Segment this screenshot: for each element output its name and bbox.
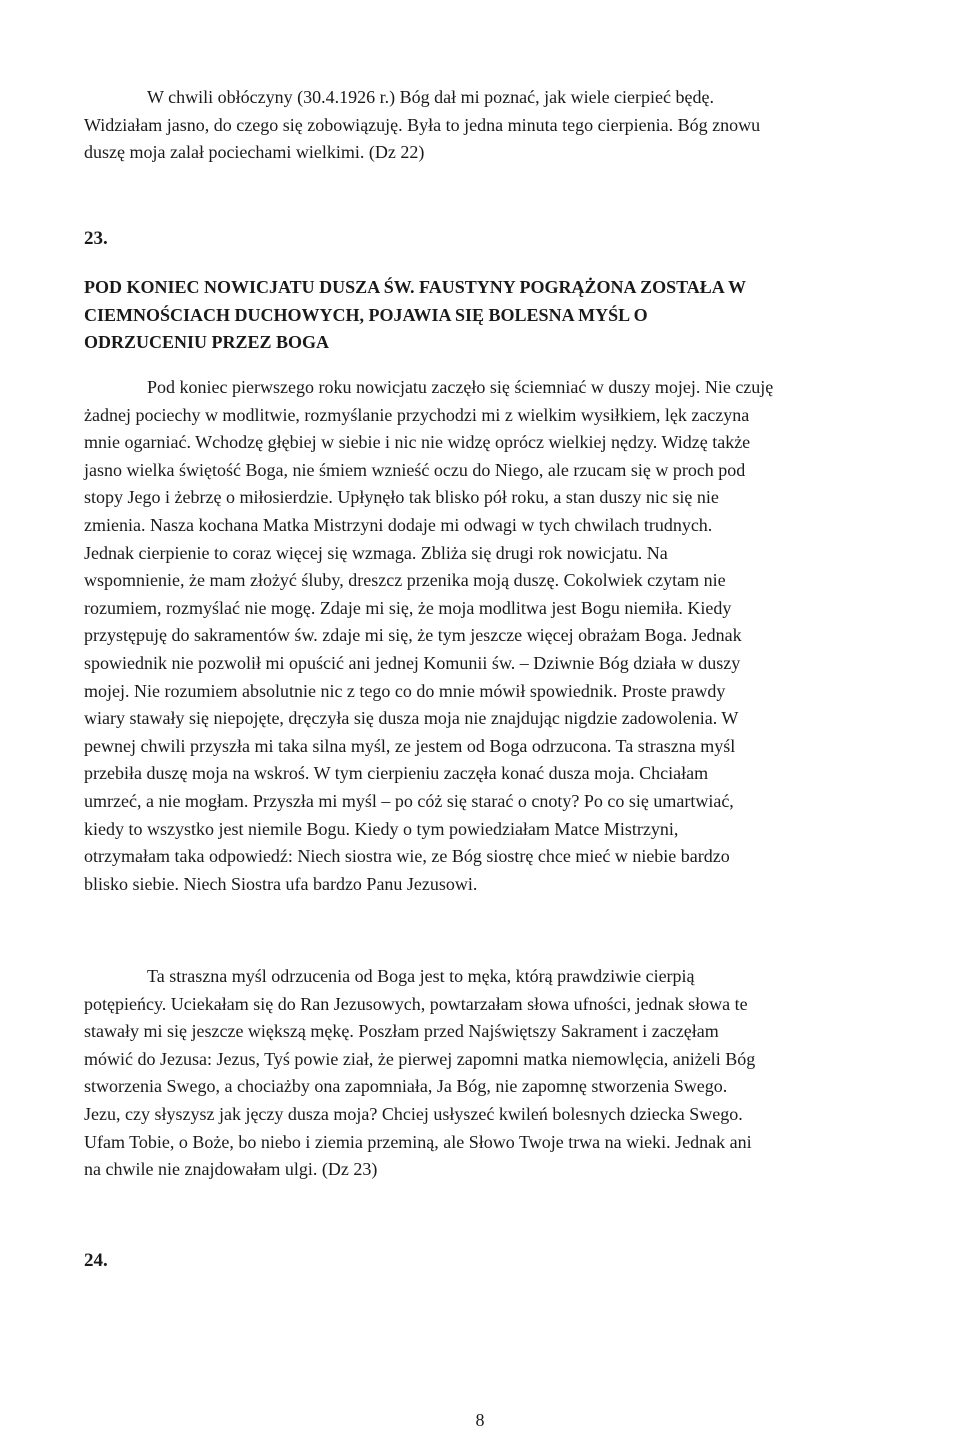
text-line: jasno wielka świętość Boga, nie śmiem wznieść oczu do Niego, ale rzucam się w proch pod bbox=[84, 459, 746, 480]
heading-line: POD KONIEC NOWICJATU DUSZA ŚW. FAUSTYNY POGRĄŻONA ZOSTAŁA W bbox=[84, 277, 746, 297]
text-line: mówić do Jezusa: Jezus, Tyś powie ział, że pierwej zapomni matka niemowlęcia, aniżeli Bóg bbox=[84, 1048, 756, 1069]
section-heading-23 bbox=[84, 274, 884, 357]
text-line: blisko siebie. Niech Siostra ufa bardzo Panu Jezusowi. bbox=[84, 873, 478, 894]
text-line: na chwile nie znajdowałam ulgi. (Dz 23) bbox=[84, 1159, 378, 1180]
text-line: umrzeć, a nie mogłam. Przyszła mi myśl – po cóż się starać o cnoty? Po co się umartwiać, bbox=[84, 790, 734, 811]
text-line: żadnej pociechy w modlitwie, rozmyślanie przychodzi mi z wielkim wysiłkiem, lęk zaczyna bbox=[84, 404, 750, 425]
text-line: Pod koniec pierwszego roku nowicjatu zaczęło się ściemniać w duszy mojej. Nie czuję bbox=[147, 377, 774, 397]
text-line: wspomnienie, że mam złożyć śluby, dreszcz przenika moją duszę. Cokolwiek czytam nie bbox=[84, 570, 726, 591]
text-line: przebiła duszę moja na wskroś. W tym cierpieniu zaczęła konać dusza moja. Chciałam bbox=[84, 763, 709, 784]
text-line: W chwili obłóczyny (30.4.1926 r.) Bóg dał mi poznać, jak wiele cierpieć będę. bbox=[147, 87, 714, 107]
text-line: mnie ogarniać. Wchodzę głębiej w siebie i nic nie widzę oprócz wielkiej nędzy. Widzę także bbox=[84, 432, 751, 453]
text-line: Widziałam jasno, do czego się zobowiązuję. Była to jedna minuta tego cierpienia. Bóg znowu bbox=[84, 114, 761, 135]
heading-line: ODRZUCENIU PRZEZ BOGA bbox=[84, 332, 330, 353]
heading-line: CIEMNOŚCIACH DUCHOWYCH, POJAWIA SIĘ BOLESNA MYŚL O bbox=[84, 304, 648, 325]
text-line: spowiednik nie pozwolił mi opuścić ani jednej Komunii św. – Dziwnie Bóg działa w duszy bbox=[84, 652, 741, 673]
text-line: stawały mi się jeszcze większą mękę. Poszłam przed Najświętszy Sakrament i zaczęłam bbox=[84, 1021, 719, 1042]
paragraph-1 bbox=[84, 84, 884, 167]
text-line: przystępuję do sakramentów św. zdaje mi się, że tym jeszcze więcej obrażam Boga. Jednak bbox=[84, 625, 742, 646]
text-line: potępieńcy. Uciekałam się do Ran Jezusowych, powtarzałam słowa ufności, jednak słowa te bbox=[84, 993, 748, 1014]
text-line: zmienia. Nasza kochana Matka Mistrzyni dodaje mi odwagi w tych chwilach trudnych. bbox=[84, 514, 713, 535]
text-line: pewnej chwili przyszła mi taka silna myśl, ze jestem od Boga odrzucona. Ta straszna myśl bbox=[84, 735, 736, 756]
text-line: kiedy to wszystko jest niemile Bogu. Kiedy o tym powiedziałam Matce Mistrzyni, bbox=[84, 818, 679, 839]
text-line: Ta straszna myśl odrzucenia od Boga jest to męka, którą prawdziwie cierpią bbox=[147, 966, 695, 986]
text-line: rozumiem, rozmyślać nie mogę. Zdaje mi się, że moja modlitwa jest Bogu niemiła. Kiedy bbox=[84, 597, 732, 618]
text-line: Jednak cierpienie to coraz więcej się wzmaga. Zbliża się drugi rok nowicjatu. Na bbox=[84, 542, 668, 563]
section-number-23: 23. bbox=[84, 228, 108, 249]
page-number: 8 bbox=[475, 1410, 485, 1430]
paragraph-2 bbox=[84, 374, 884, 898]
text-line: stopy Jego i żebrzę o miłosierdzie. Upłynęło tak blisko pół roku, a stan duszy nic się nie bbox=[84, 487, 719, 508]
text-line: mojej. Nie rozumiem absolutnie nic z tego co do mnie mówił spowiednik. Proste prawdy bbox=[84, 680, 726, 701]
text-line: otrzymałam taka odpowiedź: Niech siostra wie, ze Bóg siostrę chce mieć w niebie bardzo bbox=[84, 846, 730, 867]
section-number-24: 24. bbox=[84, 1250, 108, 1271]
text-line: Jezu, czy słyszysz jak jęczy dusza moja? Chciej usłyszeć kwileń bolesnych dziecka Swego. bbox=[84, 1103, 743, 1124]
text-line: Ufam Tobie, o Boże, bo niebo i ziemia przeminą, ale Słowo Twoje trwa na wieki. Jednak ani bbox=[84, 1131, 752, 1152]
paragraph-3 bbox=[84, 963, 884, 1184]
text-line: wiary stawały się niepojęte, dręczyła się dusza moja nie znajdując nigdzie zadowolenia. W bbox=[84, 708, 739, 729]
text-line: stworzenia Swego, a chociażby ona zapomniała, Ja Bóg, nie zapomnę stworzenia Swego. bbox=[84, 1076, 728, 1097]
text-line: duszę moja zalał pociechami wielkimi. (Dz 22) bbox=[84, 142, 425, 163]
